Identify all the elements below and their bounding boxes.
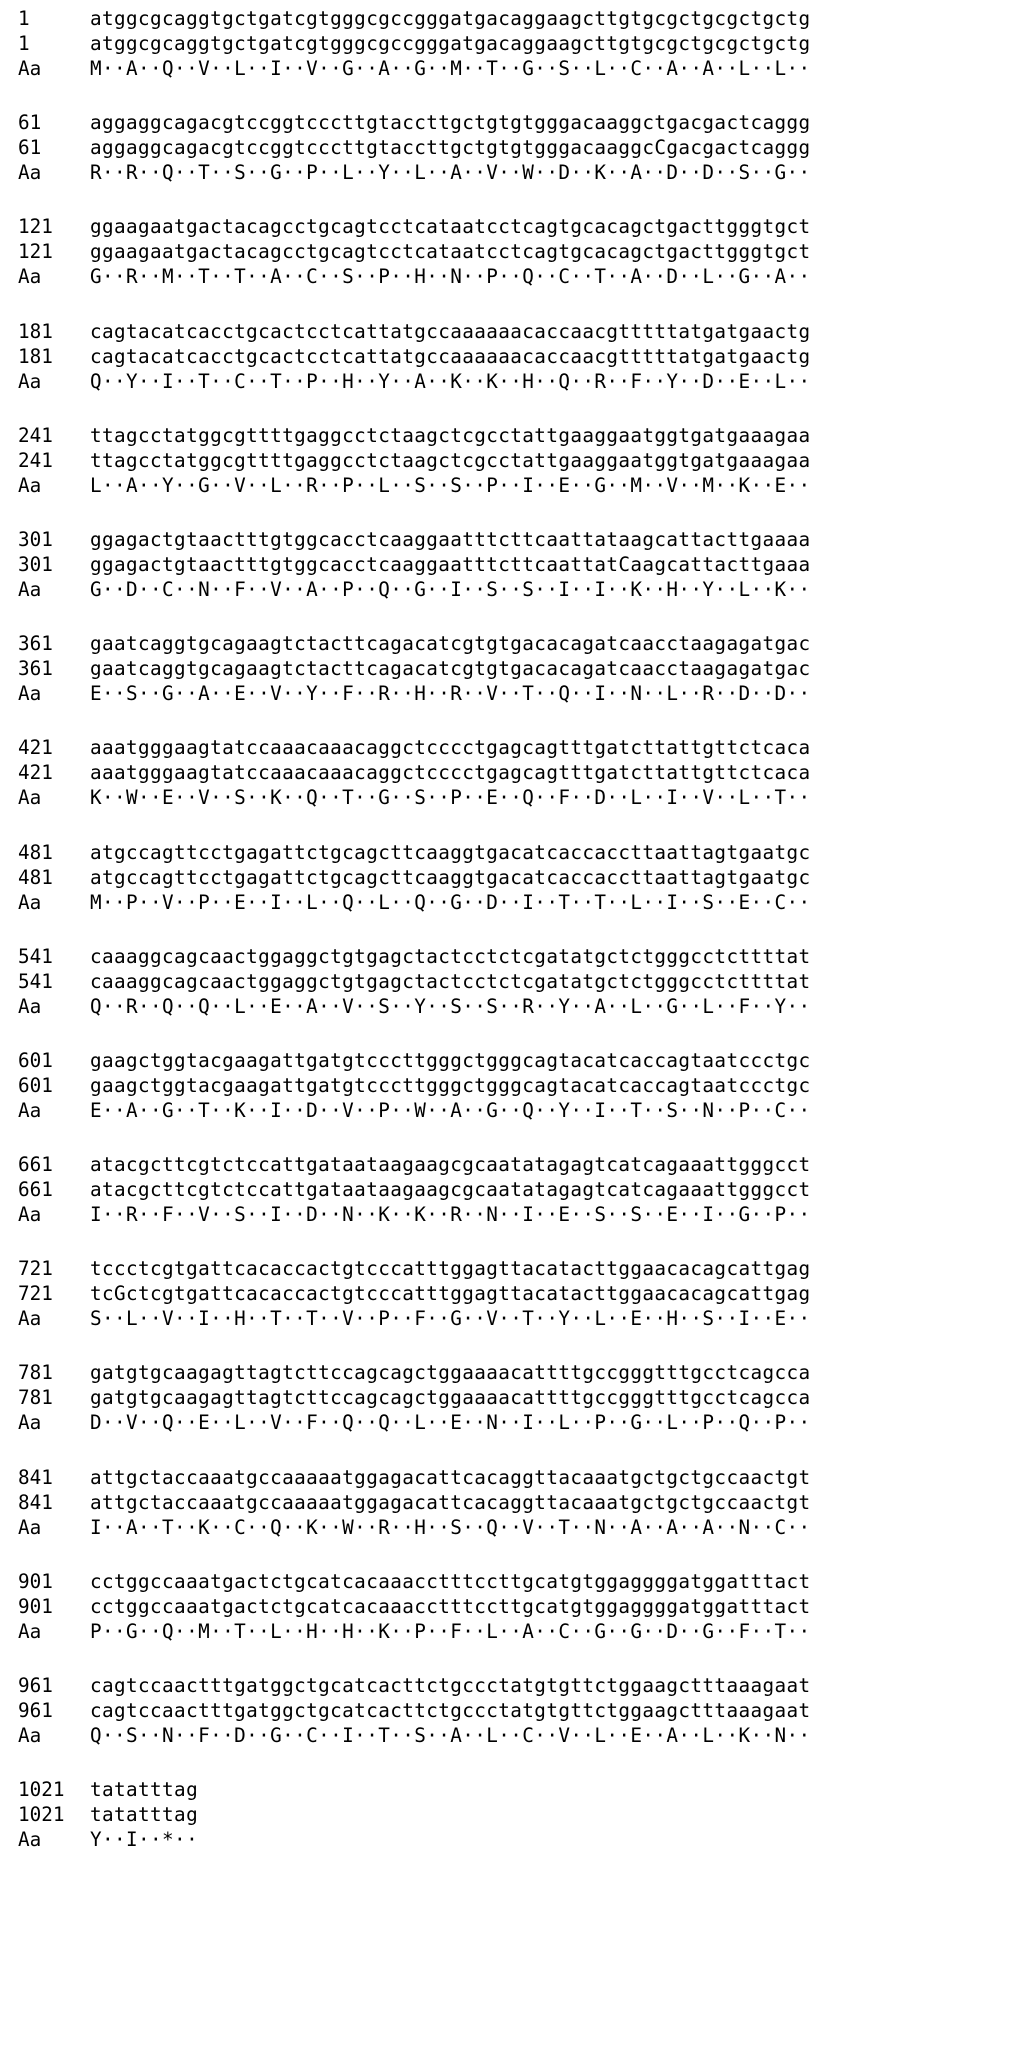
alignment-block: [18, 1673, 1018, 1777]
nucleotide-sequence: ggagactgtaactttgtggcacctcaaggaatttcttcaattataagcattacttgaaaa: [90, 527, 811, 551]
amino-acid-sequence: K··W··E··V··S··K··Q··T··G··S··P··E··Q··F··D··L··I··V··L··T··: [90, 786, 811, 810]
amino-acid-sequence: D··V··Q··E··L··V··F··Q··Q··L··E··N··I··L··P··G··L··P··Q··P··: [90, 1411, 811, 1435]
nucleotide-sequence: attgctaccaaatgccaaaaatggagacattcacaggttacaaatgctgctgccaactgt: [90, 1465, 811, 1489]
alignment-block: [18, 1465, 1018, 1569]
amino-acid-row: [18, 56, 1018, 81]
alignment-block: [18, 1360, 1018, 1464]
amino-acid-sequence: M··A··Q··V··L··I··V··G··A··G··M··T··G··S··L··C··A··A··L··L··: [90, 57, 811, 80]
amino-acid-label: Aa: [18, 473, 42, 497]
query-sequence-row: [18, 423, 1018, 448]
alignment-block: [18, 840, 1018, 944]
amino-acid-label: Aa: [18, 890, 42, 914]
nucleotide-sequence: atacgcttcgtctccattgataataagaagcgcaatatagagtcatcagaaattgggcct: [90, 1178, 811, 1202]
nucleotide-sequence: gaagctggtacgaagattgatgtcccttgggctgggcagtacatcaccagtaatccctgc: [90, 1073, 811, 1097]
nucleotide-sequence: gaatcaggtgcagaagtctacttcagacatcgtgtgacacagatcaacctaagagatgac: [90, 657, 811, 681]
position-number: 421: [18, 761, 53, 785]
amino-acid-sequence: E··S··G··A··E··V··Y··F··R··H··R··V··T··Q··I··N··L··R··D··D··: [90, 682, 811, 706]
amino-acid-label: Aa: [18, 1307, 42, 1331]
query-sequence-row: [18, 527, 1018, 552]
position-number: 901: [18, 1569, 53, 1593]
query-sequence-row: [18, 944, 1018, 969]
nucleotide-sequence: cagtacatcacctgcactcctcattatgccaaaaaacaccaacgtttttatgatgaactg: [90, 344, 811, 368]
position-number: 781: [18, 1386, 53, 1410]
amino-acid-row: [18, 1306, 1018, 1331]
nucleotide-sequence: aaatgggaagtatccaaacaaacaggctcccctgagcagtttgatcttattgttctcaca: [90, 736, 811, 760]
query-sequence-row: [18, 319, 1018, 344]
subject-sequence-row: [18, 344, 1018, 369]
query-sequence-row: [18, 1048, 1018, 1073]
position-number: 61: [18, 136, 42, 160]
amino-acid-row: [18, 264, 1018, 289]
alignment-block: [18, 110, 1018, 214]
position-number: 301: [18, 552, 53, 576]
nucleotide-sequence: atgccagttcctgagattctgcagcttcaaggtgacatcaccaccttaattagtgaatgc: [90, 865, 811, 889]
query-sequence-row: [18, 1360, 1018, 1385]
position-number: 841: [18, 1465, 53, 1489]
amino-acid-sequence: M··P··V··P··E··I··L··Q··L··Q··G··D··I··T··T··L··I··S··E··C··: [90, 890, 811, 914]
subject-sequence-row: [18, 969, 1018, 994]
nucleotide-sequence: caaaggcagcaactggaggctgtgagctactcctctcgatatgctctgggcctcttttat: [90, 969, 811, 993]
position-number: 121: [18, 240, 53, 264]
amino-acid-sequence: I··A··T··K··C··Q··K··W··R··H··S··Q··V··T··N··A··A··A··N··C··: [90, 1515, 811, 1539]
amino-acid-sequence: Q··S··N··F··D··G··C··I··T··S··A··L··C··V··L··E··A··L··K··N··: [90, 1724, 811, 1747]
position-number: 901: [18, 1594, 53, 1618]
amino-acid-label: Aa: [18, 1619, 42, 1643]
nucleotide-sequence: gatgtgcaagagttagtcttccagcagctggaaaacattttgccgggtttgcctcagcca: [90, 1361, 811, 1385]
alignment-block: [18, 423, 1018, 527]
subject-sequence-row: [18, 31, 1018, 56]
nucleotide-sequence: atgccagttcctgagattctgcagcttcaaggtgacatcaccaccttaattagtgaatgc: [90, 840, 811, 864]
amino-acid-label: Aa: [18, 1724, 42, 1747]
position-number: 241: [18, 448, 53, 472]
subject-sequence-row: [18, 552, 1018, 577]
alignment-block: [18, 1048, 1018, 1152]
amino-acid-label: Aa: [18, 577, 42, 601]
position-number: 61: [18, 111, 42, 135]
position-number: 601: [18, 1048, 53, 1072]
position-number: 481: [18, 840, 53, 864]
position-number: 181: [18, 319, 53, 343]
nucleotide-sequence: atggcgcaggtgctgatcgtgggcgccgggatgacaggaagcttgtgcgctgcgctgctg: [90, 32, 811, 55]
amino-acid-row: [18, 577, 1018, 602]
amino-acid-label: Aa: [18, 786, 42, 810]
amino-acid-row: [18, 369, 1018, 394]
nucleotide-sequence: attgctaccaaatgccaaaaatggagacattcacaggttacaaatgctgctgccaactgt: [90, 1490, 811, 1514]
query-sequence-row: [18, 1465, 1018, 1490]
nucleotide-sequence: aggaggcagacgtccggtcccttgtaccttgctgtgtgggacaaggctgacgactcaggg: [90, 111, 811, 135]
amino-acid-row: [18, 785, 1018, 810]
subject-sequence-row: [18, 135, 1018, 160]
amino-acid-sequence: G··D··C··N··F··V··A··P··Q··G··I··S··S··I··I··K··H··Y··L··K··: [90, 577, 811, 601]
amino-acid-label: Aa: [18, 994, 42, 1018]
amino-acid-sequence: E··A··G··T··K··I··D··V··P··W··A··G··Q··Y··I··T··S··N··P··C··: [90, 1098, 811, 1122]
subject-sequence-row: [18, 1281, 1018, 1306]
amino-acid-sequence: P··G··Q··M··T··L··H··H··K··P··F··L··A··C··G··G··D··G··F··T··: [90, 1619, 811, 1643]
position-number: 1021: [18, 1803, 65, 1827]
amino-acid-row: [18, 1515, 1018, 1540]
subject-sequence-row: [18, 239, 1018, 264]
position-number: 721: [18, 1257, 53, 1281]
alignment-block: [18, 1152, 1018, 1256]
alignment-block: [18, 735, 1018, 839]
subject-sequence-row: [18, 1698, 1018, 1723]
amino-acid-label: Aa: [18, 57, 42, 80]
amino-acid-row: [18, 890, 1018, 915]
amino-acid-row: [18, 1098, 1018, 1123]
subject-sequence-row: [18, 656, 1018, 681]
amino-acid-sequence: S··L··V··I··H··T··T··V··P··F··G··V··T··Y··L··E··H··S··I··E··: [90, 1307, 811, 1331]
amino-acid-label: Aa: [18, 682, 42, 706]
amino-acid-row: [18, 1723, 1018, 1748]
position-number: 961: [18, 1674, 53, 1697]
amino-acid-label: Aa: [18, 1411, 42, 1435]
nucleotide-sequence: caaaggcagcaactggaggctgtgagctactcctctcgatatgctctgggcctcttttat: [90, 944, 811, 968]
position-number: 481: [18, 865, 53, 889]
position-number: 301: [18, 527, 53, 551]
alignment-block: [18, 631, 1018, 735]
amino-acid-label: Aa: [18, 265, 42, 289]
alignment-block: [18, 319, 1018, 423]
position-number: 601: [18, 1073, 53, 1097]
position-number: 361: [18, 632, 53, 656]
subject-sequence-row: [18, 1490, 1018, 1515]
position-number: 1: [18, 7, 30, 30]
nucleotide-sequence: atacgcttcgtctccattgataataagaagcgcaatatagagtcatcagaaattgggcct: [90, 1153, 811, 1177]
position-number: 841: [18, 1490, 53, 1514]
position-number: 661: [18, 1178, 53, 1202]
nucleotide-sequence: tcGctcgtgattcacaccactgtcccatttggagttacatacttggaacacagcattgag: [90, 1282, 811, 1306]
position-number: 721: [18, 1282, 53, 1306]
query-sequence-row: [18, 1256, 1018, 1281]
position-number: 361: [18, 657, 53, 681]
position-number: 781: [18, 1361, 53, 1385]
query-sequence-row: [18, 6, 1018, 31]
position-number: 541: [18, 944, 53, 968]
position-number: 541: [18, 969, 53, 993]
query-sequence-row: [18, 214, 1018, 239]
query-sequence-row: [18, 840, 1018, 865]
position-number: 1: [18, 32, 30, 55]
subject-sequence-row: [18, 1385, 1018, 1410]
amino-acid-row: [18, 681, 1018, 706]
amino-acid-row: [18, 1619, 1018, 1644]
alignment-block: [18, 1777, 1018, 1867]
nucleotide-sequence: ggaagaatgactacagcctgcagtcctcataatcctcagtgcacagctgacttgggtgct: [90, 240, 811, 264]
nucleotide-sequence: cagtccaactttgatggctgcatcacttctgccctatgtgttctggaagctttaaagaat: [90, 1699, 811, 1722]
amino-acid-sequence: G··R··M··T··T··A··C··S··P··H··N··P··Q··C··T··A··D··L··G··A··: [90, 265, 811, 289]
nucleotide-sequence: cctggccaaatgactctgcatcacaaacctttccttgcatgtggaggggatggatttact: [90, 1569, 811, 1593]
position-number: 121: [18, 215, 53, 239]
alignment-block: [18, 214, 1018, 318]
amino-acid-sequence: I··R··F··V··S··I··D··N··K··K··R··N··I··E··S··S··E··I··G··P··: [90, 1203, 811, 1227]
query-sequence-row: [18, 110, 1018, 135]
amino-acid-row: [18, 473, 1018, 498]
subject-sequence-row: [18, 1177, 1018, 1202]
query-sequence-row: [18, 1152, 1018, 1177]
nucleotide-sequence: aaatgggaagtatccaaacaaacaggctcccctgagcagtttgatcttattgttctcaca: [90, 761, 811, 785]
amino-acid-label: Aa: [18, 1828, 42, 1852]
position-number: 1021: [18, 1778, 65, 1802]
nucleotide-sequence: cagtacatcacctgcactcctcattatgccaaaaaacaccaacgtttttatgatgaactg: [90, 319, 811, 343]
amino-acid-label: Aa: [18, 1098, 42, 1122]
position-number: 181: [18, 344, 53, 368]
nucleotide-sequence: tatatttag: [90, 1778, 199, 1802]
subject-sequence-row: [18, 760, 1018, 785]
amino-acid-sequence: Q··Y··I··T··C··T··P··H··Y··A··K··K··H··Q··R··F··Y··D··E··L··: [90, 369, 811, 393]
subject-sequence-row: [18, 1073, 1018, 1098]
alignment-block: [18, 1256, 1018, 1360]
amino-acid-row: [18, 160, 1018, 185]
nucleotide-sequence: ggagactgtaactttgtggcacctcaaggaatttcttcaattatCaagcattacttgaaa: [90, 552, 811, 576]
amino-acid-row: [18, 994, 1018, 1019]
query-sequence-row: [18, 1673, 1018, 1698]
nucleotide-sequence: cagtccaactttgatggctgcatcacttctgccctatgtgttctggaagctttaaagaat: [90, 1674, 811, 1697]
position-number: 961: [18, 1699, 53, 1722]
nucleotide-sequence: ggaagaatgactacagcctgcagtcctcataatcctcagtgcacagctgacttgggtgct: [90, 215, 811, 239]
nucleotide-sequence: tccctcgtgattcacaccactgtcccatttggagttacatacttggaacacagcattgag: [90, 1257, 811, 1281]
amino-acid-row: [18, 1827, 1018, 1852]
amino-acid-label: Aa: [18, 1203, 42, 1227]
subject-sequence-row: [18, 448, 1018, 473]
subject-sequence-row: [18, 1802, 1018, 1827]
subject-sequence-row: [18, 865, 1018, 890]
position-number: 421: [18, 736, 53, 760]
nucleotide-sequence: cctggccaaatgactctgcatcacaaacctttccttgcatgtggaggggatggatttact: [90, 1594, 811, 1618]
nucleotide-sequence: gaagctggtacgaagattgatgtcccttgggctgggcagtacatcaccagtaatccctgc: [90, 1048, 811, 1072]
nucleotide-sequence: tatatttag: [90, 1803, 199, 1827]
nucleotide-sequence: aggaggcagacgtccggtcccttgtaccttgctgtgtgggacaaggcCgacgactcaggg: [90, 136, 811, 160]
query-sequence-row: [18, 735, 1018, 760]
amino-acid-sequence: Q··R··Q··Q··L··E··A··V··S··Y··S··S··R··Y··A··L··G··L··F··Y··: [90, 994, 811, 1018]
alignment-block: [18, 1569, 1018, 1673]
position-number: 661: [18, 1153, 53, 1177]
query-sequence-row: [18, 1569, 1018, 1594]
amino-acid-label: Aa: [18, 161, 42, 185]
position-number: 241: [18, 423, 53, 447]
nucleotide-sequence: ttagcctatggcgttttgaggcctctaagctcgcctattgaaggaatggtgatgaaagaa: [90, 423, 811, 447]
nucleotide-sequence: gatgtgcaagagttagtcttccagcagctggaaaacattttgccgggtttgcctcagcca: [90, 1386, 811, 1410]
sequence-alignment: [18, 6, 1018, 1867]
query-sequence-row: [18, 1777, 1018, 1802]
amino-acid-row: [18, 1202, 1018, 1227]
amino-acid-sequence: L··A··Y··G··V··L··R··P··L··S··S··P··I··E··G··M··V··M··K··E··: [90, 473, 811, 497]
amino-acid-label: Aa: [18, 1515, 42, 1539]
nucleotide-sequence: gaatcaggtgcagaagtctacttcagacatcgtgtgacacagatcaacctaagagatgac: [90, 632, 811, 656]
query-sequence-row: [18, 631, 1018, 656]
subject-sequence-row: [18, 1594, 1018, 1619]
amino-acid-sequence: Y··I··*··: [90, 1828, 199, 1852]
amino-acid-label: Aa: [18, 369, 42, 393]
amino-acid-row: [18, 1410, 1018, 1435]
alignment-block: [18, 6, 1018, 110]
nucleotide-sequence: atggcgcaggtgctgatcgtgggcgccgggatgacaggaagcttgtgcgctgcgctgctg: [90, 7, 811, 30]
alignment-block: [18, 944, 1018, 1048]
amino-acid-sequence: R··R··Q··T··S··G··P··L··Y··L··A··V··W··D··K··A··D··D··S··G··: [90, 161, 811, 185]
alignment-block: [18, 527, 1018, 631]
nucleotide-sequence: ttagcctatggcgttttgaggcctctaagctcgcctattgaaggaatggtgatgaaagaa: [90, 448, 811, 472]
